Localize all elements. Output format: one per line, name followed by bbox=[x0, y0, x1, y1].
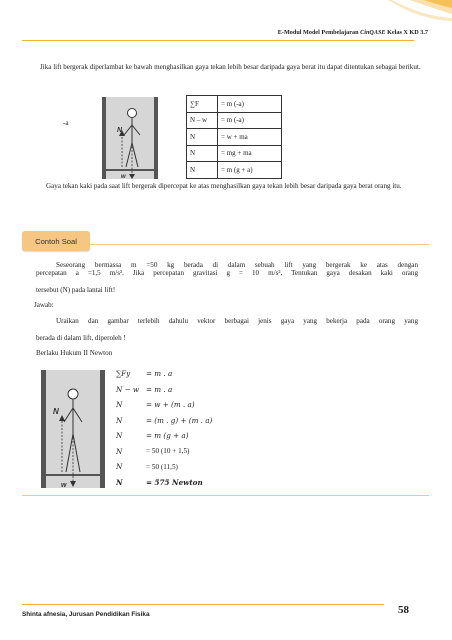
header-title: E-Modul Model Pembelajaran CinQASE Kelas X KD 3.7 bbox=[277, 29, 428, 36]
equation-row: N = (m . g) + (m . a) bbox=[116, 415, 213, 425]
step-line: Uraikan dan gambar terlebih dahulu vektor berbagai jenis gaya yang bekerja pada orang yang bbox=[56, 317, 418, 325]
equation-row: N = w + (m . a) bbox=[116, 400, 195, 410]
page-number: 58 bbox=[398, 604, 409, 616]
problem-line: percepatan a =1,5 m/s². Jika percepatan gravitasi g = 10 m/s², Tentukan gaya desakan kaki orang bbox=[36, 269, 418, 277]
equation-row-result: N = 575 Newton bbox=[116, 477, 203, 487]
footer-author: Shinta afnesia, Jurusan Pendidikan Fisika bbox=[22, 611, 150, 618]
equation-row: N = w + ma bbox=[187, 129, 282, 146]
problem-line: tersebut (N) pada lantai lift! bbox=[36, 286, 116, 294]
footer-divider bbox=[22, 604, 384, 605]
equation-row: ∑Fy = m . a bbox=[116, 369, 173, 379]
step-line: berada di dalam lift, diperoleh ! bbox=[36, 334, 126, 342]
equation-row: N − w = m . a bbox=[116, 384, 173, 394]
normal-force-label: N bbox=[53, 407, 59, 416]
normal-force-label: N bbox=[117, 127, 123, 134]
equation-row: N = m (g + a) bbox=[116, 431, 189, 441]
equation-row: N – w = m (-a) bbox=[187, 112, 282, 129]
conclusion-paragraph: Gaya tekan kaki pada saat lift bergerak dipercepat ke atas menghasilkan gaya tekan lebih besar daripada gaya berat orang itu. bbox=[46, 182, 402, 190]
equation-row: N = m (g + a) bbox=[187, 162, 282, 179]
answer-label: Jawab: bbox=[34, 301, 54, 309]
intro-paragraph: Jika lift bergerak diperlambat ke bawah menghasilkan gaya tekan lebih besar daripada gaya berat itu dapat ditentukan sebagai berikut. bbox=[40, 63, 421, 71]
problem-line: Seseorang bermassa m =50 kg berada di dalam sebuah lift yang bergerak ke atas dengan bbox=[56, 261, 418, 269]
acceleration-label: -a bbox=[63, 119, 69, 127]
weight-label: w bbox=[121, 174, 126, 179]
equation-row: ∑F = m (-a) bbox=[187, 96, 282, 113]
newton-law-label: Berlaku Hukum II Newton bbox=[36, 349, 113, 357]
equation-table-decelerating bbox=[186, 95, 282, 179]
equation-row: N = mg + ma bbox=[187, 145, 282, 162]
equation-table-example bbox=[113, 366, 215, 490]
example-badge: Contoh Soal bbox=[22, 231, 90, 251]
equation-row: N = 50 (10 + 1,5) bbox=[116, 446, 190, 456]
weight-label: w bbox=[61, 482, 67, 488]
lift-diagram-accelerating bbox=[41, 370, 105, 488]
lift-diagram-decelerating bbox=[102, 97, 158, 179]
equation-row: N = 50 (11,5) bbox=[116, 462, 178, 472]
header-divider bbox=[22, 40, 414, 41]
